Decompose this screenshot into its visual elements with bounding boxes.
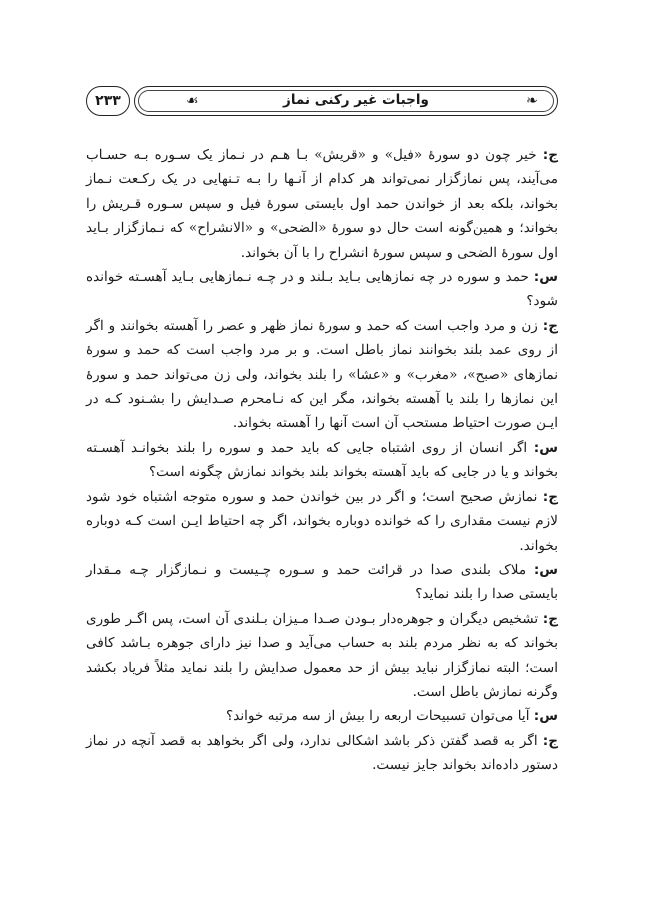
- paragraph-text: آیا می‌توان تسبیحات اربعه را بیش از سه مرتبه خواند؟: [226, 708, 530, 725]
- question-paragraph: [86, 704, 558, 728]
- body-text: [86, 143, 558, 778]
- chapter-title: واجبات غیر رکنی نماز: [283, 92, 429, 108]
- answer-paragraph: [86, 314, 558, 436]
- answer-label: ج:: [542, 488, 558, 505]
- answer-paragraph: [86, 607, 558, 705]
- answer-label: ج:: [542, 317, 558, 334]
- paragraph-text: نمازش صحیح است؛ و اگر در بین خواندن حمد و سوره متوجه اشتباه خود شود لازم نیست مقداری را که خوانده دوباره بخواند، اگر چه احتیاط ایـن است کـه دوباره بخواند.: [86, 488, 558, 554]
- paragraph-text: اگر به قصد گفتن ذکر باشد اشکالی ندارد، ولی اگر بخواهد به قصد آنچه در نماز دستور داده‌اند بخواند جایز نیست.: [86, 732, 558, 774]
- question-paragraph: [86, 265, 558, 314]
- ornament-right-icon: ❧: [526, 93, 538, 109]
- paragraph-text: ملاک بلندی صدا در قرائت حمد و سـوره چـیست و نـمازگزار چـه مـقدار بایستی صدا را بلند نماید؟: [86, 561, 558, 603]
- question-label: س:: [533, 708, 558, 725]
- answer-label: ج:: [542, 147, 559, 163]
- question-label: س:: [533, 269, 558, 286]
- paragraph-text: تشخیص دیگران و جوهره‌دار بـودن صـدا مـیزان بـلندی آن است، پس اگـر طوری بخواند که به نظر مردم بلند به حساب می‌آید و صدا نیز دارای جوهره بـاشد کافی است؛ البته نمازگزار نباید بیش از حد معمول صدایش را بلند نماید مثلاً فریاد بکشد وگرنه نمازش باطل است.: [86, 610, 558, 700]
- answer-label: ج:: [542, 610, 558, 627]
- paragraph-text: زن و مرد واجب است که حمد و سورۀ نماز ظهر و عصر را آهسته بخوانند و اگر از روی عمد بلند بخوانند نماز باطل است. و بر مرد واجب است که حمد و سورۀ نمازهای «صبح»، «مغرب» و «عشا» را بلند بخواند، ولی زن می‌تواند حمد و سورۀ این نمازها را بلند یا آهسته بخواند، مگر این که نـامحرم صـدایش را بشـنود کـه در ایـن صورت احتیاط مستحب آن است آنها را آهسته بخواند.: [86, 317, 558, 432]
- ornament-left-icon: ☙: [186, 93, 199, 109]
- question-label: س:: [533, 439, 558, 456]
- answer-paragraph: [86, 143, 558, 265]
- paragraph-text: اگر انسان از روی اشتباه جایی که باید حمد و سوره را بلند بخوانـد آهسـته بخواند و یا در جایی که باید آهسته بخواند بلند بخواند نمازش چگونه است؟: [86, 439, 558, 481]
- answer-paragraph: [86, 729, 558, 778]
- page-header: [86, 86, 560, 120]
- question-paragraph: [86, 558, 558, 607]
- paragraph-text: حمد و سوره در چه نمازهایی بـاید بـلند و در چـه نـمازهایی بـاید آهسـته خوانده شود؟: [86, 269, 558, 310]
- question-paragraph: [86, 436, 558, 485]
- question-label: س:: [533, 561, 559, 578]
- page-number: ۲۳۳: [86, 86, 130, 116]
- answer-label: ج:: [542, 732, 558, 749]
- answer-paragraph: [86, 485, 558, 558]
- paragraph-text: خیر چون دو سورۀ «فیل» و «قریش» بـا هـم در نـماز یک سـوره بـه حسـاب می‌آیند، پس نمازگزار نمی‌تواند هر کدام از آنـها را بـه تـنهایی در یک رکـعت نـماز بخواند، بلکه بعد از خواندن حمد اول بایستی سورۀ فیل و سپس سـوره قـریش را بخواند؛ و همین‌گونه است حال دو سورۀ «الضحی» و «الانشراح» که نـمازگزار بـاید اول سورۀ الضحی و سپس سورۀ انشراح را با آن بخواند.: [86, 147, 558, 261]
